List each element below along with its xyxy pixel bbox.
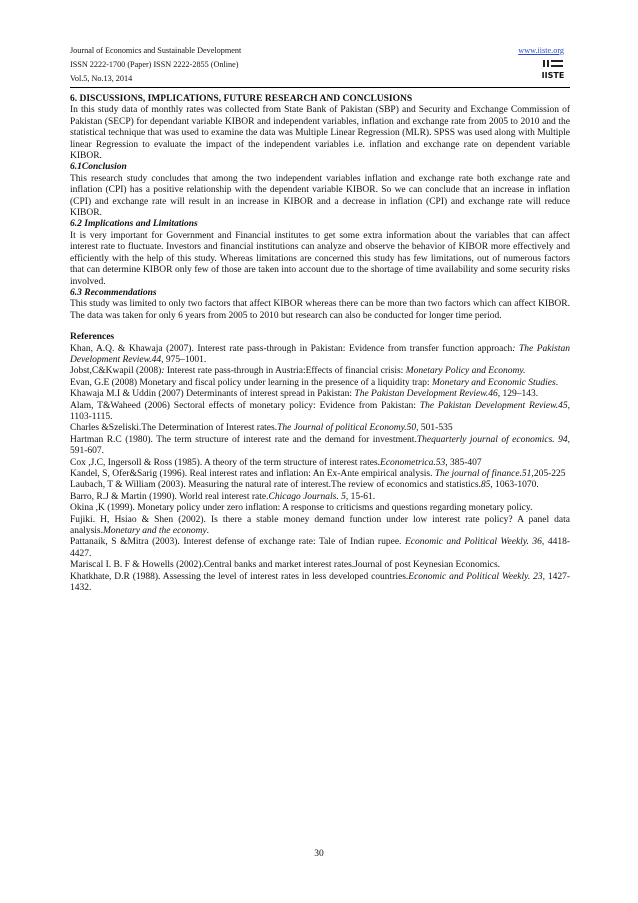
conclusion-title: 6.1Conclusion (70, 162, 127, 173)
references-title: References (70, 332, 115, 343)
journal-name: Journal of Economics and Sustainable Development (70, 46, 242, 55)
reference-post: , 591-607. (70, 434, 570, 457)
reference-item (70, 492, 570, 503)
main-content (70, 94, 570, 594)
reference-post: 1103-1115. (70, 411, 113, 422)
reference-item (70, 366, 570, 377)
reference-pre: Cox ,J.C, Ingersoll & Ross (1985). A theory of the term structure of interest rates. (70, 457, 381, 468)
reference-item (70, 423, 570, 434)
reference-item (70, 458, 570, 469)
reference-post: Interest rate pass-through in Austria:Effects of financial crisis: (166, 366, 406, 377)
reference-item (70, 503, 570, 514)
references-list (70, 344, 570, 595)
reference-item (70, 560, 570, 571)
reference-post: . (206, 526, 210, 537)
reference-post: , 1063-1070. (490, 480, 539, 491)
reference-item (70, 401, 570, 424)
reference-pre: Charles &Szeliski.The Determination of Interest rates. (70, 423, 278, 434)
reference-post: , 129–143. (497, 389, 539, 400)
reference-pre: Alam, T&Waheed (2006) Sectoral effects of monetary policy: Evidence from Pakistan: (70, 400, 420, 411)
implications-text: It is very important for Government and Financial institutes to get some extra information about the variables that can affect interest rate to fluctuate. Investors and financial institutions can analyze and observe the behavior of KIBOR more effectively and efficiently with the help of this study. Whereas limitations are concerned this study has few limitations, out of numerous factors that can determine KIBOR only few of those are taken into account due to the shortage of time availability and some security risks involved. (70, 230, 570, 287)
reference-ital: The journal of finance.51, (434, 469, 534, 479)
reference-pre: Jobst,C&Kwapil (2008) (70, 366, 162, 377)
reference-ital: The Journal of political Economy.50, (277, 423, 419, 434)
journal-volume: Vol.5, No.13, 2014 (70, 74, 133, 83)
reference-pre: Mariscal I. B. F & Howells (2002).Central banks and market interest rates.Journal of post Keynesian Economics. (70, 560, 501, 571)
reference-pre: Hartman R.C (1980). The term structure of interest rate and the demand for investment. (70, 434, 417, 445)
recommendations-text: This study was limited to only two factors that affect KIBOR whereas there can be more than two factors which can affect KIBOR. The data was taken for only 6 years from 2005 to 2010 but research can also be conducted for longer time period. (70, 299, 570, 321)
journal-header (70, 44, 570, 86)
reference-pre: Evan, G.E (2008) Monetary and fiscal policy under learning in the presence of a liquidity trap: (70, 377, 432, 388)
reference-pre: Barro, R.J & Martin (1990). World real interest rate. (70, 491, 269, 502)
reference-post: , 4418-4427. (70, 537, 570, 559)
reference-ital: 85 (480, 480, 491, 491)
reference-post: 205-225 (533, 469, 566, 479)
reference-item (70, 537, 570, 560)
reference-post: , 1427-1432. (70, 571, 570, 594)
reference-post: , 15-61. (345, 491, 376, 502)
reference-ital: Econometrica.53 (380, 457, 446, 468)
reference-ital: Economic and Political Weekly. 23 (408, 571, 543, 582)
reference-item (70, 515, 570, 538)
journal-url-link[interactable]: www.iiste.org (518, 46, 564, 55)
implications-title: 6.2 Implications and Limitations (70, 219, 198, 230)
reference-ital: Economic and Political Weekly. 36 (404, 537, 542, 548)
reference-item (70, 480, 570, 491)
reference-ital2: Monetary Policy and Economy. (405, 366, 526, 377)
reference-ital: : (161, 366, 167, 377)
reference-item (70, 435, 570, 458)
reference-pre: Khan, A.Q. & Khawaja (2007). Interest rate pass-through in Pakistan: Evidence from transfer function approach (70, 343, 513, 354)
recommendations-title: 6.3 Recommendations (70, 287, 157, 298)
iiste-logo (540, 58, 566, 82)
reference-pre: Kandel, S, Ofer&Sarig (1996). Real interest rates and inflation: An Ex-Ante empirical analysis. (70, 469, 435, 479)
reference-pre: Khatkhate, D.R (1988). Assessing the level of interest rates in less developed countries. (70, 571, 409, 582)
header-rule (70, 87, 570, 88)
reference-ital: Monetary and Economic Studies (431, 377, 556, 388)
reference-item (70, 389, 570, 400)
page-number: 30 (314, 849, 324, 859)
logo-text: IISTE (541, 71, 565, 80)
reference-ital: Monetary and the economy (102, 526, 207, 537)
reference-ital: Chicago Journals. 5 (268, 491, 346, 502)
conclusion-text: This research study concludes that among the two independent variables inflation and exchange rate both exchange rate and inflation (CPI) has a positive relationship with the dependent variable KIBOR. So we can conclude that an increase in inflation (CPI) and exchange rate will result in an increase in KIBOR and a decrease in inflation (CPI) and exchange rate will reduce KIBOR. (70, 173, 570, 219)
reference-ital: The Pakistan Development Review.45, (419, 400, 570, 411)
reference-item (70, 469, 570, 480)
reference-post: 501-535 (418, 423, 453, 434)
reference-item (70, 344, 570, 367)
reference-item (70, 378, 570, 389)
reference-pre: Okina ,K (1999). Monetary policy under zero inflation: A response to criticisms and questions regarding monetary policy. (70, 503, 533, 514)
reference-ital: The Pakistan Development Review.46 (354, 389, 498, 400)
reference-ital: Thequarterly journal of economics. 94 (416, 434, 568, 445)
reference-item (70, 572, 570, 595)
reference-pre: Pattanaik, S &Mitra (2003). Interest defense of exchange rate: Tale of Indian rupee. (70, 537, 405, 548)
reference-post: , 975–1001. (161, 354, 207, 365)
reference-pre: Khawaja M.I & Uddin (2007) Determinants of interest spread in Pakistan: (70, 389, 355, 400)
reference-ital: : The Pakistan Development Review.44 (70, 343, 570, 365)
reference-pre: Fujiki. H, Hsiao & Shen (2002). Is there a stable money demand function under low interest rate policy? A panel data analysis. (70, 514, 570, 537)
reference-post: . (555, 377, 559, 388)
section-title: 6. DISCUSSIONS, IMPLICATIONS, FUTURE RESEARCH AND CONCLUSIONS (70, 94, 413, 104)
reference-post: , 385-407 (445, 457, 482, 468)
section-intro: In this study data of monthly rates was collected from State Bank of Pakistan (SBP) and Security and Exchange Commission of Pakistan (SECP) for dependant variable KIBOR and independent variables, inflation and exchange rate from 2005 to 2010 and the statistical technique that was used to examine the data was Multiple Linear Regression (MLR). SPSS was used along with Multiple linear Regression to evaluate the impact of the independent variables i.e. inflation and exchange rate on dependent variable KIBOR. (70, 105, 570, 162)
journal-issn: ISSN 2222-1700 (Paper) ISSN 2222-2855 (Online) (70, 60, 239, 69)
reference-pre: Laubach, T & William (2003). Measuring the natural rate of interest.The review of economics and statistics. (70, 480, 481, 491)
